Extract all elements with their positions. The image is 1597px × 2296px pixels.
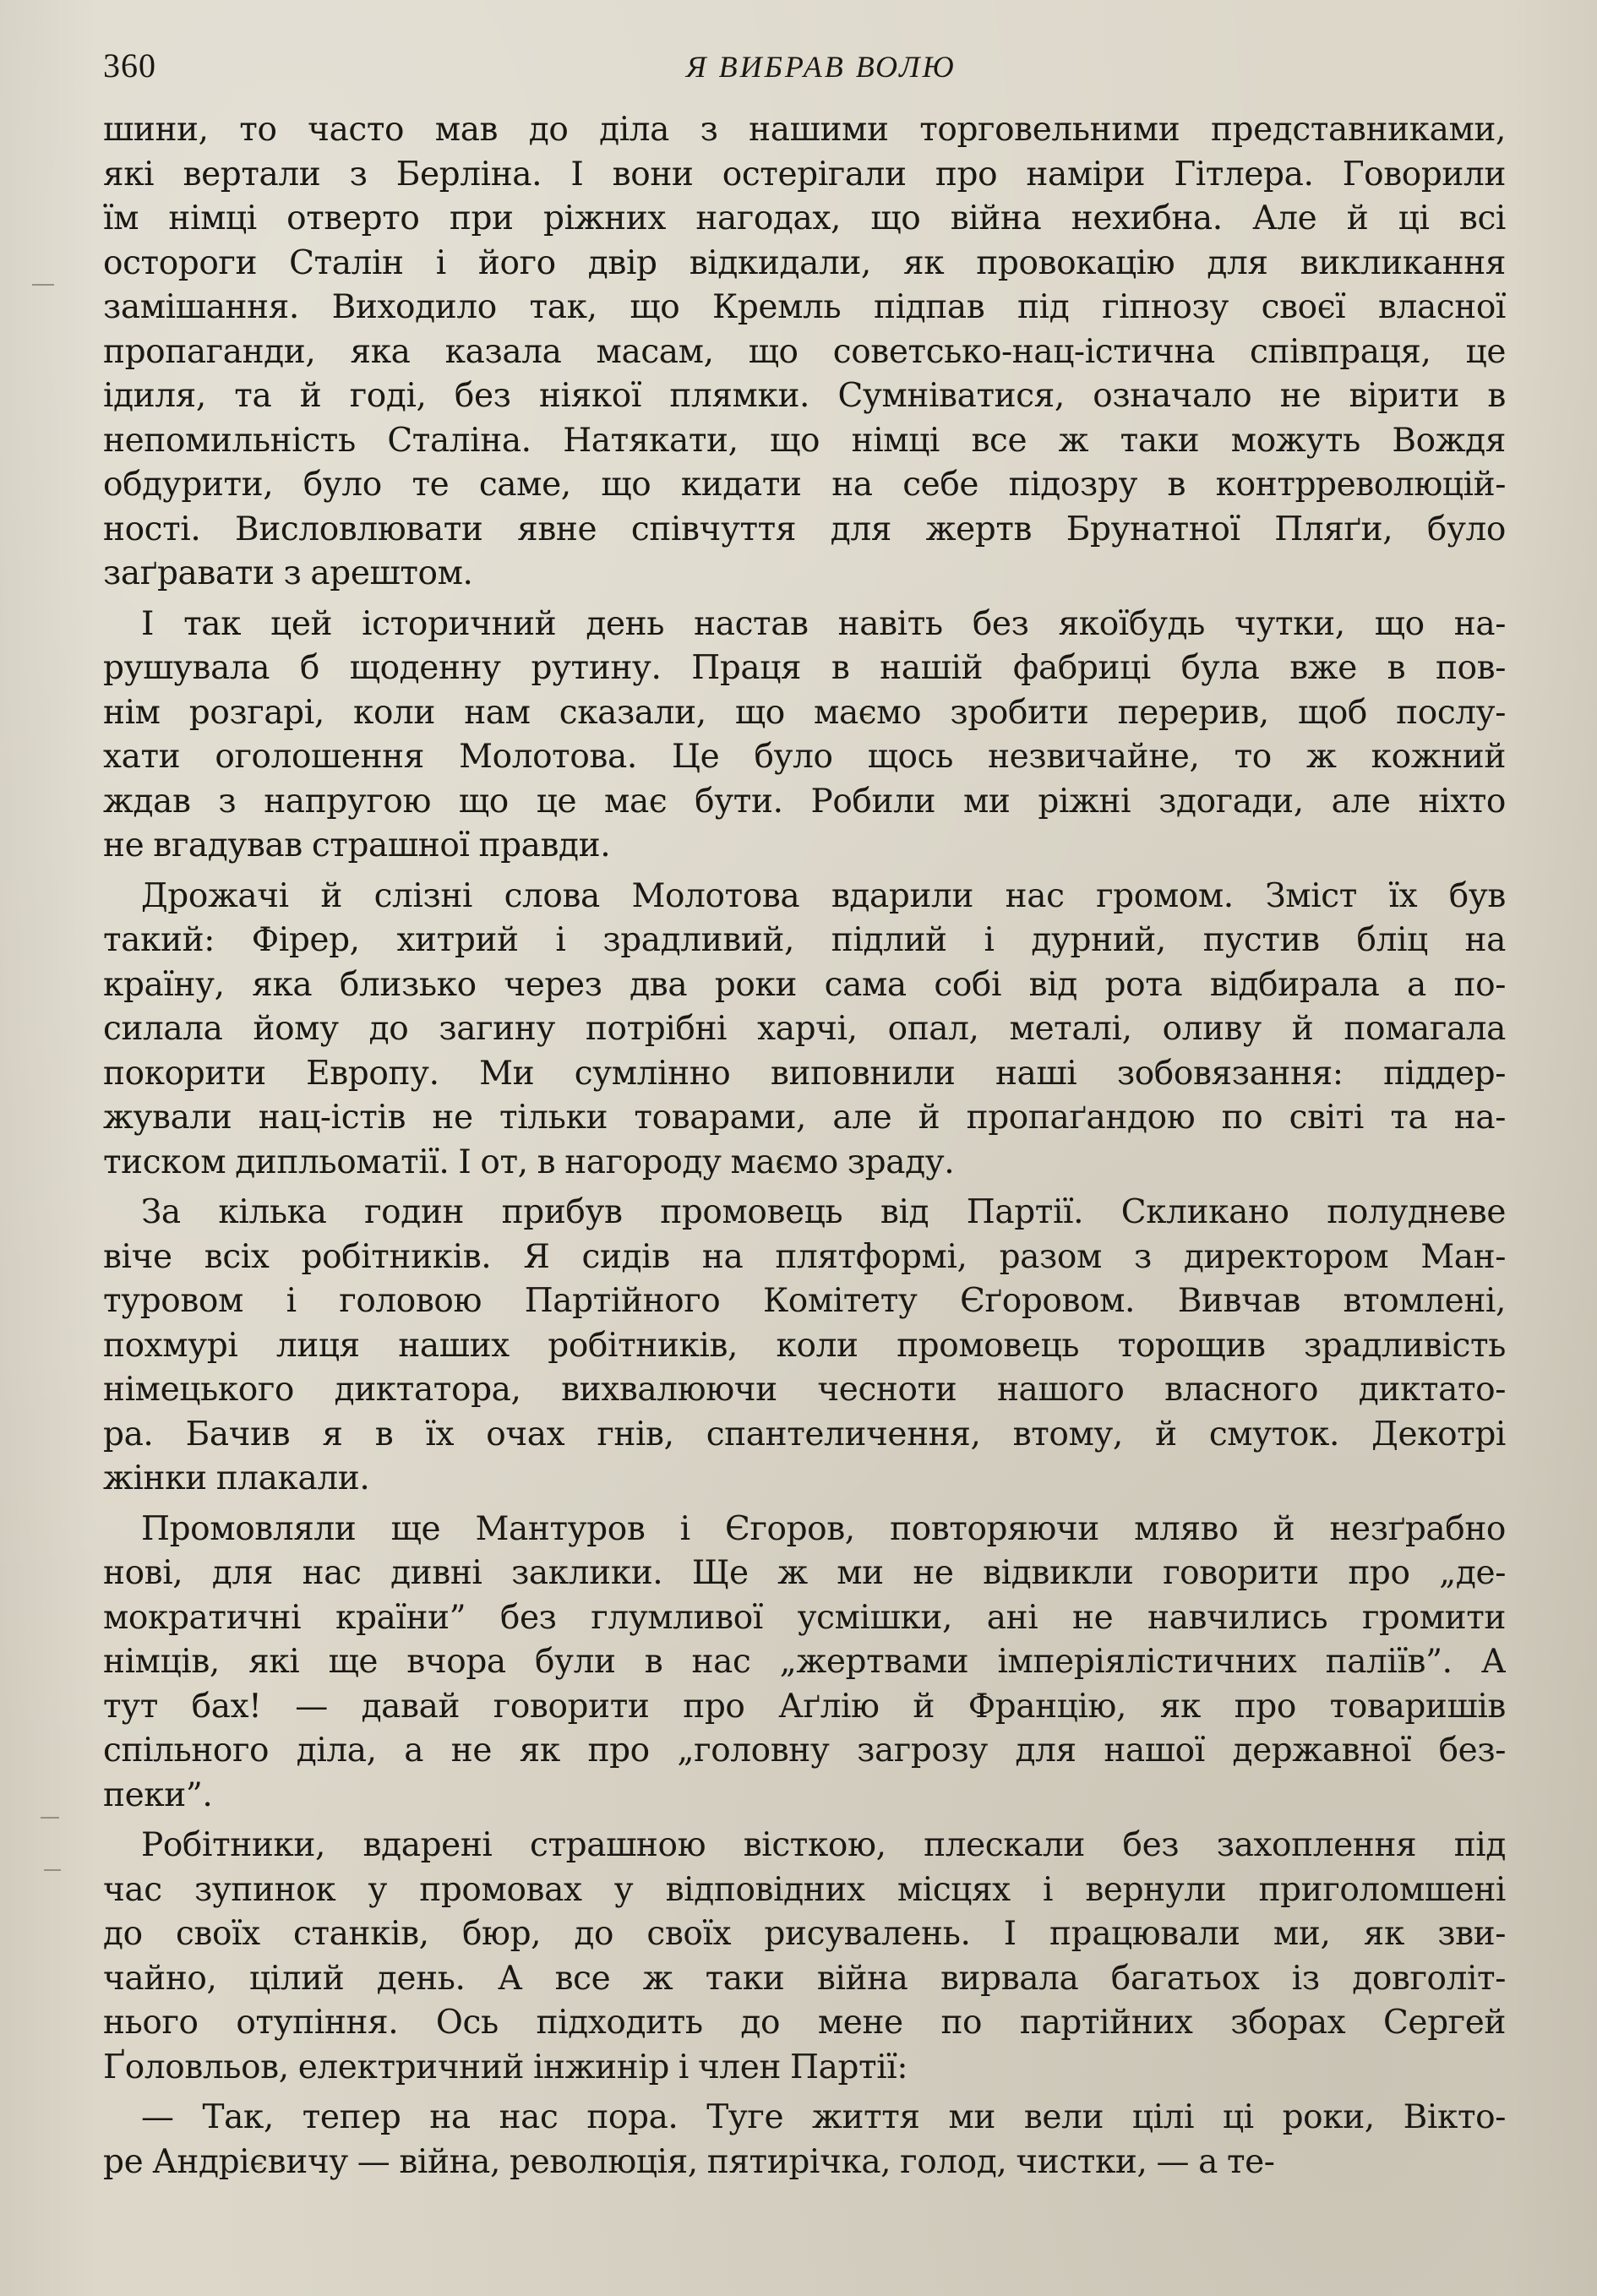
text-line: не вгадував страшної правди.: [103, 826, 611, 864]
text-line: ре Андрієвичу — війна, революція, пятирічка, голод, чистки, — а те-: [103, 2142, 1275, 2181]
text-line: тут бах! — давай говорити про Аґлію й Францію, як про товаришів: [103, 1687, 1506, 1726]
text-line: — Так, тепер на нас пора. Туге життя ми вели цілі ці роки, Вікто-: [141, 2098, 1506, 2136]
text-line: нові, для нас дивні заклики. Ще ж ми не відвикли говорити про „де-: [103, 1554, 1506, 1592]
text-line: тиском дипльоматії. І от, в нагороду маємо зраду.: [103, 1143, 955, 1181]
text-line: похмурі лиця наших робітників, коли промовець торощив зрадливість: [103, 1326, 1506, 1365]
text-line: остороги Сталін і його двір відкидали, як провокацію для викликання: [103, 243, 1506, 282]
text-line: жінки плакали.: [103, 1459, 370, 1497]
text-line: ра. Бачив я в їх очах гнів, спантеличення, втому, й смуток. Декотрі: [103, 1415, 1506, 1453]
text-line: Робітники, вдарені страшною вісткою, плескали без захоплення під: [141, 1826, 1506, 1864]
text-line: німців, які ще вчора були в нас „жертвами імперіялістичних паліїв”. А: [103, 1643, 1506, 1681]
text-line: німецького диктатора, вихвалюючи чесноти нашого власного диктато-: [103, 1371, 1506, 1409]
text-line: ідиля, та й годі, без ніякої плямки. Сумніватися, означало не вірити в: [103, 377, 1506, 415]
text-line: віче всіх робітників. Я сидів на плятформі, разом з директором Ман-: [103, 1237, 1506, 1276]
text-line: які вертали з Берліна. І вони остерігали про наміри Гітлера. Говорили: [103, 155, 1506, 194]
text-line: За кілька годин прибув промовець від Партії. Скликано полудневе: [141, 1193, 1506, 1231]
text-line: їм німці отверто при ріжних нагодах, що війна нехибна. Але й ці всі: [103, 199, 1506, 237]
paragraph: [103, 875, 1506, 1186]
text-line: спільного діла, а не як про „головну загрозу для нашої державної без-: [103, 1732, 1506, 1770]
paragraph: [103, 2096, 1506, 2184]
text-line: замішання. Виходило так, що Кремль підпав під гіпнозу своєї власної: [103, 288, 1506, 326]
page-number: 360: [103, 46, 156, 85]
body-text: [103, 108, 1506, 2190]
text-line: мократичні країни” без глумливої усмішки, ані не навчились громити: [103, 1598, 1506, 1637]
margin-mark: [41, 1817, 59, 1819]
paragraph: [103, 1824, 1506, 2090]
text-line: заґравати з арештом.: [103, 554, 473, 592]
text-line: шини, то часто мав до діла з нашими торговельними представниками,: [103, 111, 1506, 149]
text-line: Дрожачі й слізні слова Молотова вдарили нас громом. Зміст їх був: [141, 876, 1506, 915]
text-line: І так цей історичний день настав навіть без якоїбудь чутки, що на-: [141, 604, 1506, 643]
text-line: пеки”.: [103, 1775, 213, 1814]
text-line: до своїх станків, бюр, до своїх рисувалень. І працювали ми, як зви-: [103, 1915, 1506, 1953]
text-line: країну, яка близько через два роки сама собі від рота відбирала а по-: [103, 965, 1506, 1004]
text-line: такий: Фірер, хитрий і зрадливий, підлий і дурний, пустив бліц на: [103, 921, 1506, 959]
paragraph: [103, 108, 1506, 597]
margin-mark: [32, 284, 54, 286]
text-line: силала йому до загину потрібні харчі, опал, металі, оливу й помагала: [103, 1010, 1506, 1048]
text-line: нього отупіння. Ось підходить до мене по партійних зборах Сергей: [103, 2004, 1506, 2042]
text-line: хати оголошення Молотова. Це було щось незвичайне, то ж кожний: [103, 738, 1506, 776]
paragraph: [103, 603, 1506, 869]
running-title: Я ВИБРАВ ВОЛЮ: [686, 50, 957, 84]
margin-mark: [44, 1869, 61, 1871]
text-line: обдурити, було те саме, що кидати на себе підозру в контрреволюцій-: [103, 466, 1506, 504]
text-line: рушувала б щоденну рутину. Праця в нашій фабриці була вже в пов-: [103, 649, 1506, 687]
paragraph: [103, 1191, 1506, 1502]
text-line: чайно, цілий день. А все ж таки війна вирвала багатьох із довголіт-: [103, 1959, 1506, 1998]
text-line: час зупинок у промовах у відповідних місцях і вернули приголомшені: [103, 1870, 1506, 1909]
text-line: Ґоловльов, електричний інжинір і член Партії:: [103, 2048, 908, 2086]
text-line: ності. Висловлювати явне співчуття для жертв Брунатної Пляґи, було: [103, 510, 1506, 548]
text-line: Промовляли ще Мантуров і Єгоров, повторяючи мляво й незґрабно: [141, 1509, 1506, 1548]
text-line: туровом і головою Партійного Комітету Єґоровом. Вивчав втомлені,: [103, 1282, 1506, 1320]
text-line: жували нац-істів не тільки товарами, але й пропаґандою по світі та на-: [103, 1099, 1506, 1137]
text-line: ждав з напругою що це має бути. Робили ми ріжні здогади, але ніхто: [103, 782, 1506, 821]
text-line: непомильність Сталіна. Натякати, що німці все ж таки можуть Вождя: [103, 421, 1506, 460]
paragraph: [103, 1508, 1506, 1819]
text-line: нім розгарі, коли нам сказали, що маємо зробити перерив, щоб послу-: [103, 693, 1506, 732]
text-line: пропаганди, яка казала масам, що советсько-нац-істична співпраця, це: [103, 332, 1506, 371]
text-line: покорити Европу. Ми сумлінно виповнили наші зобовязання: піддер-: [103, 1054, 1506, 1093]
running-header: [103, 42, 1506, 93]
